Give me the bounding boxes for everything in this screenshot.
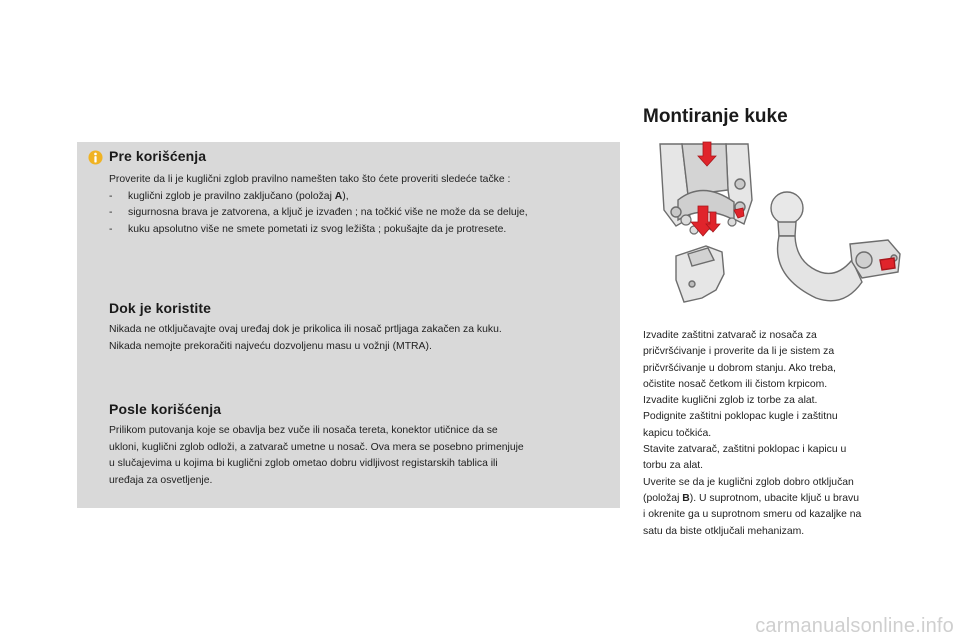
paragraph-line: Prilikom putovanja koje se obavlja bez vuče ili nosača tereta, konektor utičnice da se — [109, 425, 498, 436]
instruction-line: satu da biste otključali mehanizam. — [643, 525, 805, 537]
intro-text: Proverite da li je kuglični zglob pravilno namešten tako što ćete proveriti sledeće tačke : — [109, 174, 511, 185]
page-title: Montiranje kuke — [643, 106, 788, 127]
instruction-line: Izvadite kuglični zglob iz torbe za alat. — [643, 395, 818, 407]
instruction-line: Stavite zatvarač, zaštitni poklopac i kapicu u — [643, 444, 847, 456]
paragraph-line: ukloni, kuglični zglob odloži, a zatvarač umetne u nosač. Ova mera se posebno primenjuje — [109, 441, 524, 453]
list-item: - kuglični zglob je pravilno zaključano (položaj A), — [109, 190, 349, 202]
section-title-during-use: Dok je koristite — [109, 300, 211, 316]
paragraph-line: Nikada nemojte prekoračiti najveću dozvoljenu masu u vožnji (MTRA). — [109, 340, 432, 352]
section-title-before-use: Pre korišćenja — [109, 148, 207, 164]
instruction-line: Izvadite zaštitni zatvarač iz nosača za — [643, 330, 817, 341]
instruction-line: Uverite se da je kuglični zglob dobro otključan — [643, 476, 854, 488]
watermark-text: carmanualsonline.info — [755, 615, 954, 637]
section-body-after-use — [109, 423, 524, 489]
instruction-line: kapicu točkića. — [643, 427, 712, 439]
instruction-line: pričvršćivanje u dobrom stanju. Ako treba, — [643, 362, 836, 374]
tow-hook-illustration — [648, 140, 910, 316]
list-item: - kuku apsolutno više ne smete pometati iz svog ležišta ; pokušajte da je protresete. — [109, 223, 507, 235]
instruction-line: očistite nosač četkom ili čistom krpicom. — [643, 378, 828, 390]
instruction-line: Podignite zaštitni poklopac kugle i zaštitnu — [643, 411, 838, 423]
paragraph-line: Nikada ne otključavajte ovaj uređaj dok je prikolica ili nosač prtljaga zakačen za kuku. — [109, 324, 502, 335]
section-body-during-use — [109, 322, 502, 355]
list-item: - sigurnosna brava je zatvorena, a ključ je izvađen ; na točkić više ne može da se deluje, — [109, 207, 528, 219]
paragraph-line: uređaja za osvetljenje. — [109, 474, 213, 486]
instruction-line: (položaj B). U suprotnom, ubacite ključ u bravu — [643, 492, 860, 504]
installation-instructions — [643, 328, 913, 540]
protective-cap — [676, 246, 724, 302]
instruction-line: pričvršćivanje i proverite da li je sistem za — [643, 346, 835, 358]
info-icon — [88, 150, 103, 165]
paragraph-line: u slučajevima u kojima bi kuglični zglob ometao dobru vidljivost registarskih tablica ili — [109, 458, 498, 470]
instruction-line: torbu za alat. — [643, 460, 704, 472]
instruction-line: i okrenite ga u suprotnom smeru od kazaljke na — [643, 509, 862, 521]
section-title-after-use: Posle korišćenja — [109, 401, 222, 417]
section-body-before-use — [109, 172, 528, 238]
tow-ball-hook — [771, 192, 900, 301]
